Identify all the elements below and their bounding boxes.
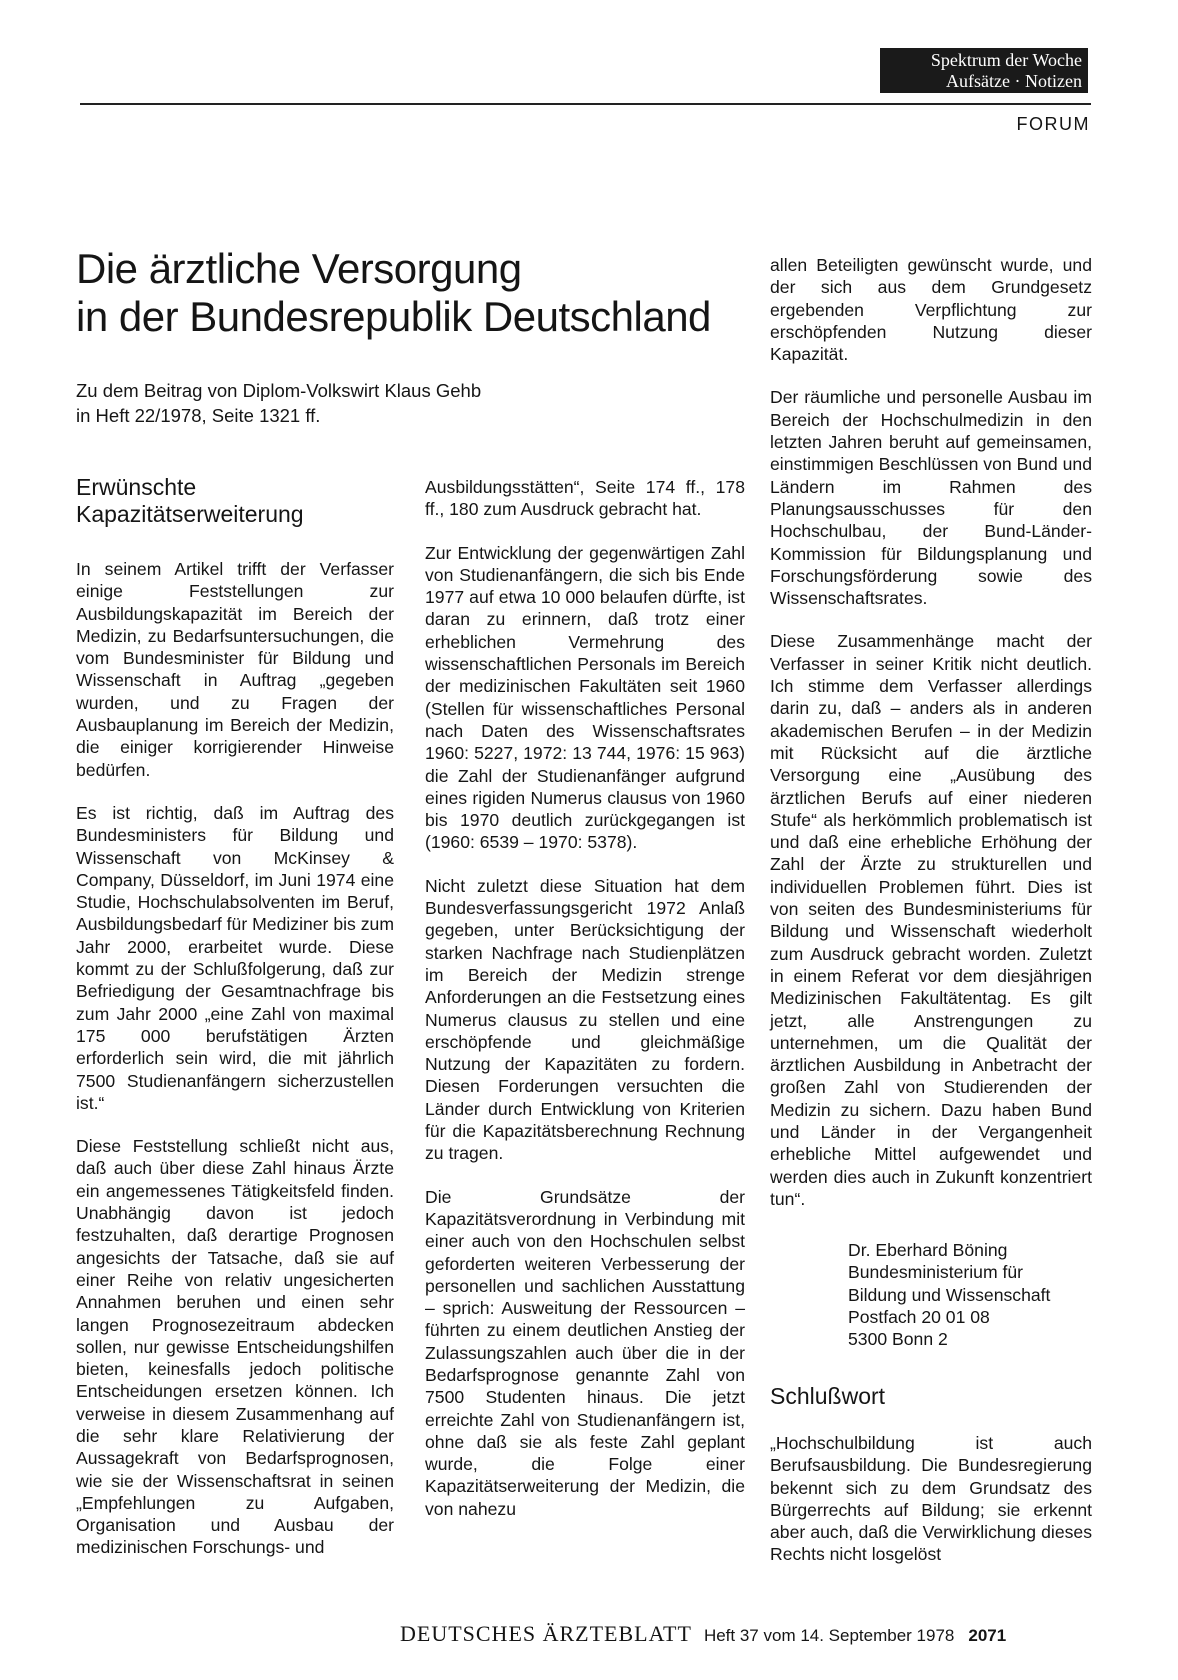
- badge-line-2: Aufsätze · Notizen: [946, 71, 1082, 91]
- title-line-1: Die ärztliche Versorgung: [76, 245, 522, 292]
- section-badge: [880, 48, 1088, 93]
- paragraph: Zur Entwicklung der gegenwärtigen Zahl von Studienanfängern, die sich bis Ende 1977 auf etwa 10 000 belaufen dürfte, ist daran zu erinnern, daß trotz einer erheblichen Vermehrung des wissenschaftlichen Personals im Bereich der medizinischen Fakultäten seit 1960 (Stellen für wissenschaftliches Personal nach Daten des Wissenschaftsrates 1960: 5227, 1972: 13 744, 1976: 15 963) die Zahl der Studienanfänger aufgrund eines rigiden Numerus clausus von 1960 bis 1970 deutlich zurückgegangen ist (1960: 6539 – 1970: 5378).: [425, 542, 745, 853]
- page-number: 2071: [968, 1626, 1007, 1645]
- paragraph: Die Grundsätze der Kapazitätsverordnung in Verbindung mit einer auch von den Hochschulen selbst geforderten weiteren Verbesserung der personellen und sachlichen Ausstattung – sprich: Ausweitung der Ressourcen – führten zu einem deutlichen Anstieg der Zulassungszahlen auch über die in der Bedarfsprognose genannte Zahl von 7500 Studenten hinaus. Die jetzt erreichte Zahl von Studienanfängern ist, ohne daß sie als feste Zahl geplant wurde, die Folge einer Kapazitätserweiterung der Medizin, die von nahezu: [425, 1186, 745, 1519]
- paragraph: Der räumliche und personelle Ausbau im Bereich der Hochschulmedizin in den letzten Jahren beruht auf gemeinsamen, einstimmigen Beschlüssen von Bund und Ländern im Rahmen des Planungsausschusses für den Hochschulbau, der Bund-Länder-Kommission für Bildungsplanung und Forschungsförderung sowie des Wissenschaftsrates.: [770, 387, 1092, 609]
- subtitle-line-1: Zu dem Beitrag von Diplom-Volkswirt Klaus Gehb: [76, 380, 482, 401]
- page-footer: [400, 1621, 1090, 1647]
- paragraph: „Hochschulbildung ist auch Berufsausbildung. Die Bundesregierung bekennt sich zu dem Grundsatz des Bürgerrechts auf Bildung; sie erkennt aber auch, daß die Verwirklichung dieses Rechts nicht losgelöst: [770, 1433, 1092, 1565]
- paragraph: Es ist richtig, daß im Auftrag des Bundesministers für Bildung und Wissenschaft von McKinsey & Company, Düsseldorf, im Juni 1974 eine Studie, Hochschulabsolventen im Beruf, Ausbildungsbedarf für Mediziner bis zum Jahr 2000, erarbeitet wurde. Diese kommt zu der Schlußfolgerung, daß zur Befriedigung der Gesamtnachfrage bis zum Jahr 2000 „eine Zahl von maximal 175 000 berufstätigen Ärzten erforderlich sein wird, die mit jährlich 7500 Studienanfängern sicherzustellen ist.“: [76, 802, 394, 1113]
- author-address: Postfach 20 01 08: [848, 1306, 990, 1327]
- author-name: Dr. Eberhard Böning: [848, 1240, 1008, 1260]
- author-signature: [848, 1239, 1050, 1350]
- author-address: 5300 Bonn 2: [848, 1329, 948, 1350]
- section-heading-line-2: Kapazitätserweiterung: [76, 501, 304, 527]
- article-title: [76, 245, 711, 341]
- column-1: [76, 558, 394, 1580]
- issue-info: Heft 37 vom 14. September 1978: [703, 1626, 955, 1645]
- journal-name: DEUTSCHES ÄRZTEBLATT: [400, 1621, 692, 1646]
- paragraph: Ausbildungsstätten“, Seite 174 ff., 178 ff., 180 zum Ausdruck gebracht hat.: [425, 477, 745, 520]
- paragraph: Diese Zusammenhänge macht der Verfasser in seiner Kritik nicht deutlich. Ich stimme dem Verfasser allerdings darin zu, daß – anders als in anderen akademischen Berufen – in der Medizin mit Rücksicht auf die ärztliche Versorgung eine „Ausübung des ärztlichen Berufs auf einer niederen Stufe“ als herkömmlich problematisch ist und daß eine erhebliche Erhöhung der Zahl der Ärzte zu strukturellen und individuellen Problemen führt. Dies ist von seiten des Bundesministeriums für Bildung und Wissenschaft wiederholt zum Ausdruck gebracht worden. Zuletzt in einem Referat vor dem diesjährigen Medizinischen Fakultätentag. Es gilt jetzt, alle Anstrengungen zu unternehmen, um die Qualität der ärztlichen Ausbildung in Anbetracht der großen Zahl von Studierenden der Medizin zu sichern. Dazu haben Bund und Länder in der Vergangenheit erhebliche Mittel aufgewendet und werden dies auch in Zukunft konzentriert tun“.: [770, 631, 1092, 1209]
- author-affiliation: Bildung und Wissenschaft: [848, 1284, 1051, 1305]
- badge-line-1: Spektrum der Woche: [930, 50, 1082, 70]
- paragraph: allen Beteiligten gewünscht wurde, und der sich aus dem Grundgesetz ergebenden Verpflichtung zur erschöpfenden Nutzung dieser Kapazität.: [770, 255, 1092, 365]
- header-rule: [80, 103, 1091, 105]
- section-heading-line-1: Erwünschte: [76, 474, 197, 500]
- paragraph: Diese Feststellung schließt nicht aus, daß auch über diese Zahl hinaus Ärzte ein angemessenes Tätigkeitsfeld finden. Unabhängig davon ist jedoch festzuhalten, daß derartige Prognosen angesichts der Tatsache, daß sie auf einer Reihe von relativ ungesicherten Annahmen beruhen und einen sehr langen Prognosezeitraum abdecken sollen, nur gewisse Entscheidungshilfen bieten, keinesfalls jedoch politische Entscheidungen ersetzen können. Ich verweise in diesem Zusammenhang auf die sehr klare Relativierung der Aussagekraft von Bedarfsprognosen, wie sie der Wissenschaftsrat in seinen „Empfehlungen zu Aufgaben, Organisation und Ausbau der medizinischen Forschungs- und: [76, 1136, 394, 1558]
- section-heading: [76, 474, 304, 528]
- paragraph: In seinem Artikel trifft der Verfasser einige Feststellungen zur Ausbildungskapazität im Bereich der Medizin, zu Bedarfsuntersuchungen, die vom Bundesminister für Bildung und Wissenschaft in Auftrag „gegeben wurden, und zu Fragen der Ausbauplanung im Bereich der Medizin, die einiger korrigierender Hinweise bedürfen.: [76, 559, 394, 780]
- subtitle-line-2: in Heft 22/1978, Seite 1321 ff.: [76, 405, 321, 426]
- column-3: [770, 254, 1092, 1231]
- title-line-2: in der Bundesrepublik Deutschland: [76, 293, 711, 340]
- closing-text: [770, 1432, 1092, 1587]
- closing-heading: Schlußwort: [770, 1383, 886, 1409]
- article-subtitle: [76, 378, 481, 428]
- paragraph: Nicht zuletzt diese Situation hat dem Bundesverfassungsgericht 1972 Anlaß gegeben, unter Berücksichtigung der starken Nachfrage nach Studienplätzen im Bereich der Medizin strenge Anforderungen an die Festsetzung eines Numerus clausus zu stellen und eine erschöpfende und gleichmäßige Nutzung der Kapazitäten zu fordern. Diesen Forderungen versuchten die Länder durch Entwicklung von Kriterien für die Kapazitätsberechnung Rechnung zu tragen.: [425, 875, 745, 1164]
- section-label: FORUM: [1016, 114, 1090, 134]
- author-affiliation: Bundesministerium für: [848, 1262, 1024, 1283]
- column-2: [425, 476, 745, 1541]
